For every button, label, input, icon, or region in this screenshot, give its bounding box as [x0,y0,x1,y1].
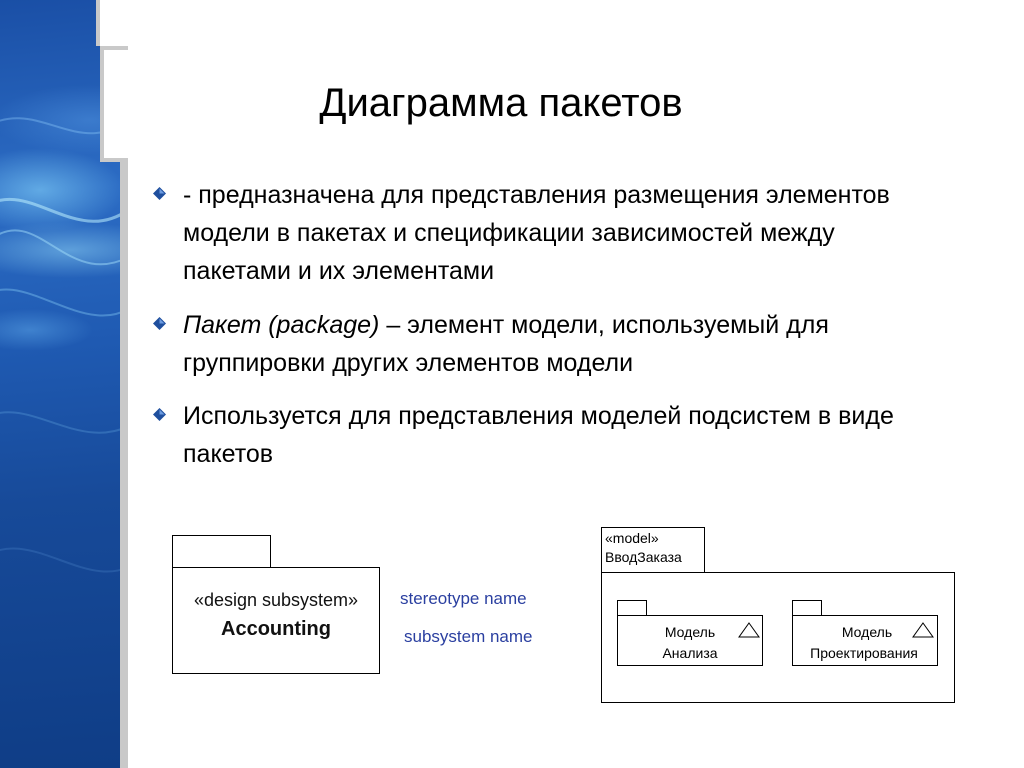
annotation-stereotype-name: stereotype name [400,589,527,608]
annotation-subsystem-name: subsystem name [404,627,533,646]
slide-title: Диаграмма пакетов [319,81,683,125]
bullet-line: пакетами и их элементами [183,257,495,285]
bullet-line: - предназначена для представления размещения элементов [183,181,890,209]
inner-package-tab [617,600,647,615]
model-triangle-icon [738,622,760,638]
inner-package-line: Проектирования [810,645,918,661]
package-tab [172,535,271,567]
bullet-line: группировки других элементов модели [183,349,634,377]
bullet-text [183,306,1003,382]
inner-package-line: Модель [664,624,716,640]
term-italic: Пакет (package) [183,311,380,339]
model-package-name: ВводЗаказа [605,549,682,565]
bullet-text [183,176,1003,290]
inner-package-tab [792,600,822,615]
title-frame-inner [104,50,128,158]
model-package-stereotype: «model» [605,530,659,546]
bullet-line [183,306,1003,344]
inner-package-label [645,622,735,664]
bullet-line: модели в пакетах и спецификации зависимостей между [183,219,835,247]
diamond-bullet-icon [153,317,166,330]
bullet-text [183,397,1003,473]
package-stereotype: «design subsystem» [193,590,359,610]
diamond-bullet-icon [153,187,166,200]
bullet-line: пакетов [183,440,274,468]
inner-package-line: Анализа [662,645,718,661]
diamond-bullet-icon [153,408,166,421]
bullet-line: Используется для представления моделей подсистем в виде [183,402,894,430]
inner-package-line: Модель [841,624,893,640]
model-triangle-icon [912,622,934,638]
title-frame-notch [100,0,128,46]
bullet-line-rest: – элемент модели, используемый для [379,311,829,339]
package-name: Accounting [221,618,331,640]
